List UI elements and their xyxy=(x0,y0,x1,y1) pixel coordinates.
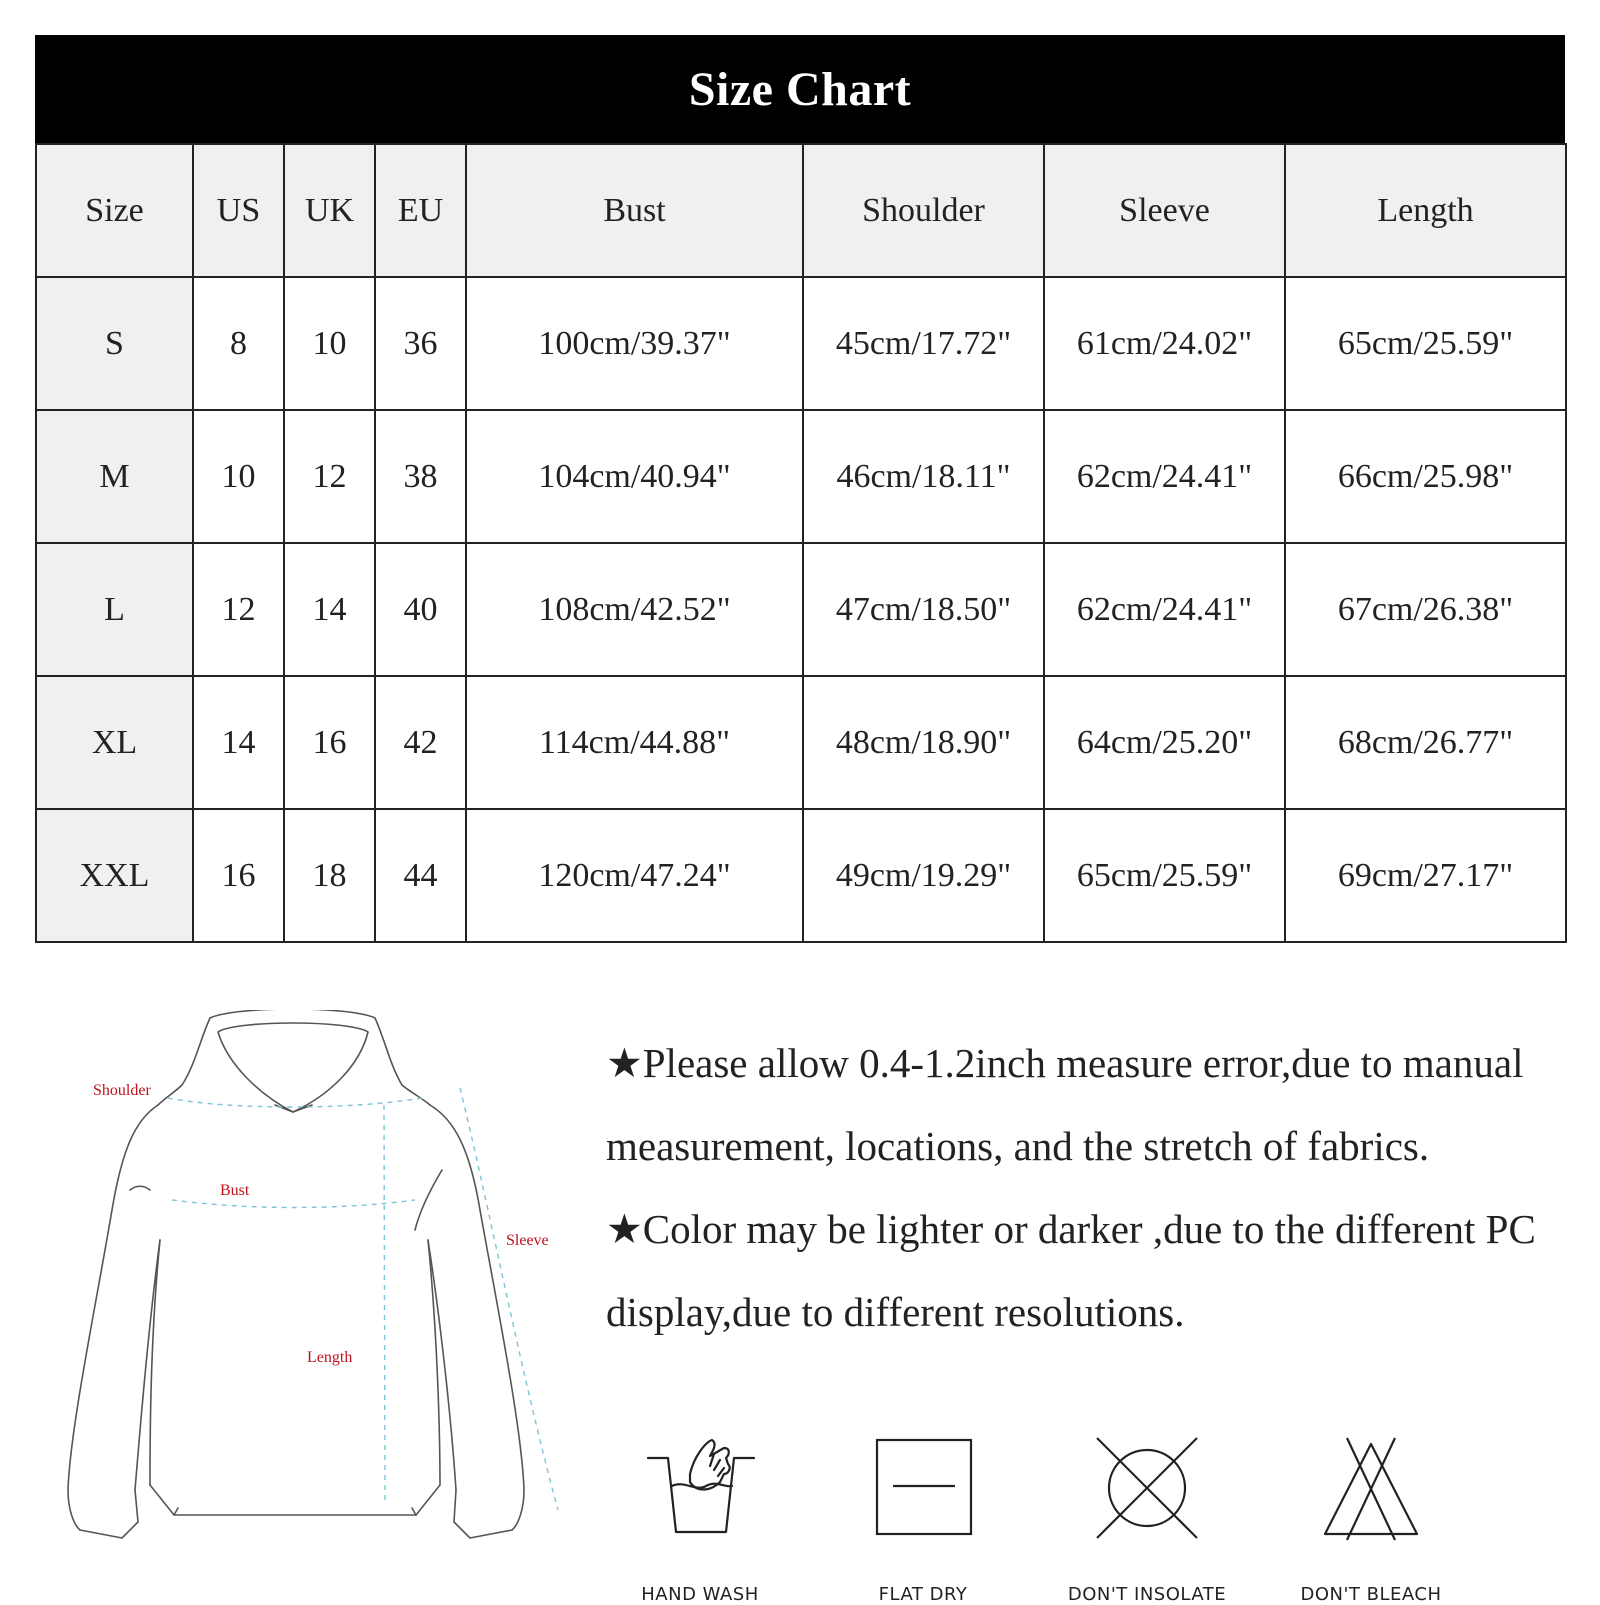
dont-bleach-label: DON'T BLEACH xyxy=(1300,1584,1442,1605)
note-measure-error: ★Please allow 0.4-1.2inch measure error,due to manual measurement, locations, and the stretch of fabrics. xyxy=(606,1040,1524,1169)
dont-insolate-icon xyxy=(1087,1436,1207,1546)
care-hand-wash xyxy=(605,1436,795,1605)
table-cell: 64cm/25.20" xyxy=(1044,676,1285,809)
notes xyxy=(606,1022,1566,1354)
table-cell: 46cm/18.11" xyxy=(803,410,1044,543)
table-cell: 108cm/42.52" xyxy=(466,543,803,676)
table-header-row xyxy=(36,144,1566,277)
table-cell: 69cm/27.17" xyxy=(1285,809,1566,942)
table-cell: 16 xyxy=(193,809,284,942)
table-row xyxy=(36,543,1566,676)
table-cell: 38 xyxy=(375,410,466,543)
flat-dry-label: FLAT DRY xyxy=(878,1584,968,1605)
column-header: Sleeve xyxy=(1044,144,1285,277)
chart-title: Size Chart xyxy=(35,35,1565,143)
size-cell: L xyxy=(36,543,193,676)
table-row xyxy=(36,277,1566,410)
column-header: Length xyxy=(1285,144,1566,277)
table-cell: 10 xyxy=(284,277,375,410)
hand-wash-label: HAND WASH xyxy=(641,1584,759,1605)
size-cell: XL xyxy=(36,676,193,809)
table-cell: 44 xyxy=(375,809,466,942)
table-cell: 48cm/18.90" xyxy=(803,676,1044,809)
dont-insolate-label: DON'T INSOLATE xyxy=(1067,1584,1227,1605)
table-cell: 49cm/19.29" xyxy=(803,809,1044,942)
table-cell: 120cm/47.24" xyxy=(466,809,803,942)
column-header: US xyxy=(193,144,284,277)
care-flat-dry xyxy=(828,1436,1018,1605)
table-cell: 62cm/24.41" xyxy=(1044,543,1285,676)
table-cell: 10 xyxy=(193,410,284,543)
dont-bleach-icon xyxy=(1311,1436,1431,1546)
shoulder-label: Shoulder xyxy=(93,1082,151,1099)
note-color: ★Color may be lighter or darker ,due to the different PC display,due to different resolutions. xyxy=(606,1206,1536,1335)
table-cell: 66cm/25.98" xyxy=(1285,410,1566,543)
bust-label: Bust xyxy=(220,1182,250,1199)
table-cell: 61cm/24.02" xyxy=(1044,277,1285,410)
length-label: Length xyxy=(307,1349,353,1366)
size-chart xyxy=(35,35,1565,943)
table-row xyxy=(36,410,1566,543)
table-cell: 65cm/25.59" xyxy=(1044,809,1285,942)
size-cell: S xyxy=(36,277,193,410)
column-header: Bust xyxy=(466,144,803,277)
table-cell: 8 xyxy=(193,277,284,410)
table-cell: 18 xyxy=(284,809,375,942)
table-cell: 68cm/26.77" xyxy=(1285,676,1566,809)
column-header: UK xyxy=(284,144,375,277)
table-cell: 14 xyxy=(193,676,284,809)
column-header: Size xyxy=(36,144,193,277)
table-cell: 40 xyxy=(375,543,466,676)
column-header: EU xyxy=(375,144,466,277)
table-cell: 45cm/17.72" xyxy=(803,277,1044,410)
flat-dry-icon xyxy=(863,1436,983,1546)
care-dont-bleach xyxy=(1276,1436,1466,1605)
table-cell: 104cm/40.94" xyxy=(466,410,803,543)
column-header: Shoulder xyxy=(803,144,1044,277)
table-cell: 65cm/25.59" xyxy=(1285,277,1566,410)
table-cell: 42 xyxy=(375,676,466,809)
hoodie-diagram xyxy=(50,1010,590,1570)
table-cell: 36 xyxy=(375,277,466,410)
sleeve-label: Sleeve xyxy=(506,1232,549,1249)
table-row xyxy=(36,809,1566,942)
hand-wash-icon xyxy=(640,1436,760,1546)
table-cell: 62cm/24.41" xyxy=(1044,410,1285,543)
table-cell: 12 xyxy=(284,410,375,543)
table-cell: 47cm/18.50" xyxy=(803,543,1044,676)
size-cell: XXL xyxy=(36,809,193,942)
table-cell: 12 xyxy=(193,543,284,676)
size-cell: M xyxy=(36,410,193,543)
table-cell: 16 xyxy=(284,676,375,809)
table-cell: 14 xyxy=(284,543,375,676)
table-cell: 114cm/44.88" xyxy=(466,676,803,809)
table-cell: 100cm/39.37" xyxy=(466,277,803,410)
table-row xyxy=(36,676,1566,809)
table-cell: 67cm/26.38" xyxy=(1285,543,1566,676)
care-dont-insolate xyxy=(1052,1436,1242,1605)
size-table xyxy=(35,143,1567,943)
